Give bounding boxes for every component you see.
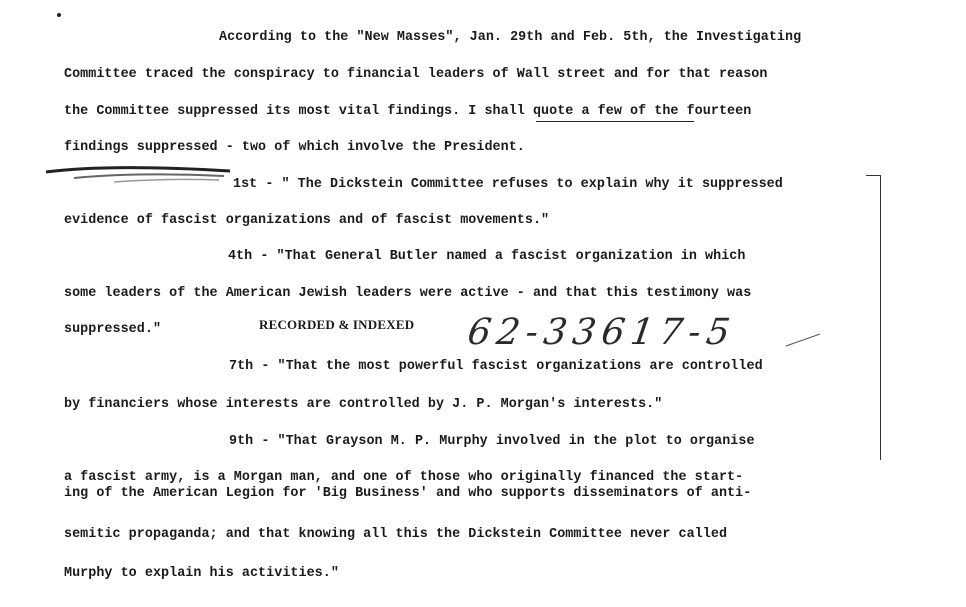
text-line-10: 7th - "That the most powerful fascist organizations are controlled (229, 359, 763, 374)
handwritten-file-number: 62-33617-5 (465, 312, 739, 353)
text-line-5: 1st - " The Dickstein Committee refuses to explain why it suppressed (233, 177, 783, 192)
margin-dot (57, 13, 61, 17)
text-line-11: by financiers whose interests are controlled by J. P. Morgan's interests." (64, 397, 663, 412)
text-line-2: Committee traced the conspiracy to financial leaders of Wall street and for that reason (64, 67, 768, 82)
pen-stroke-mark (44, 164, 234, 186)
text-line-6: evidence of fascist organizations and of fascist movements." (64, 213, 550, 228)
text-line-14: ing of the American Legion for 'Big Business' and who supports disseminators of anti- (64, 486, 752, 501)
text-line-9: suppressed." (64, 322, 162, 337)
text-line-4: findings suppressed - two of which involve the President. (64, 140, 525, 155)
text-line-12: 9th - "That Grayson M. P. Murphy involved in the plot to organise (229, 434, 755, 449)
text-line-3: the Committee suppressed its most vital findings. I shall quote a few of the fourteen (64, 104, 752, 119)
pencil-tick-mark (784, 330, 824, 350)
margin-bracket-top (866, 175, 880, 176)
text-line-13: a fascist army, is a Morgan man, and one of those who originally financed the start- (64, 470, 744, 485)
recorded-indexed-stamp: RECORDED & INDEXED (259, 317, 415, 332)
quote-underline (536, 121, 694, 122)
text-line-15: semitic propaganda; and that knowing all this the Dickstein Committee never called (64, 527, 728, 542)
text-line-8: some leaders of the American Jewish leaders were active - and that this testimony was (64, 286, 752, 301)
margin-bracket-right (880, 175, 881, 460)
text-line-1: According to the "New Masses", Jan. 29th and Feb. 5th, the Investigating (219, 30, 802, 45)
text-line-7: 4th - "That General Butler named a fascist organization in which (228, 249, 746, 264)
text-line-16: Murphy to explain his activities." (64, 566, 339, 581)
